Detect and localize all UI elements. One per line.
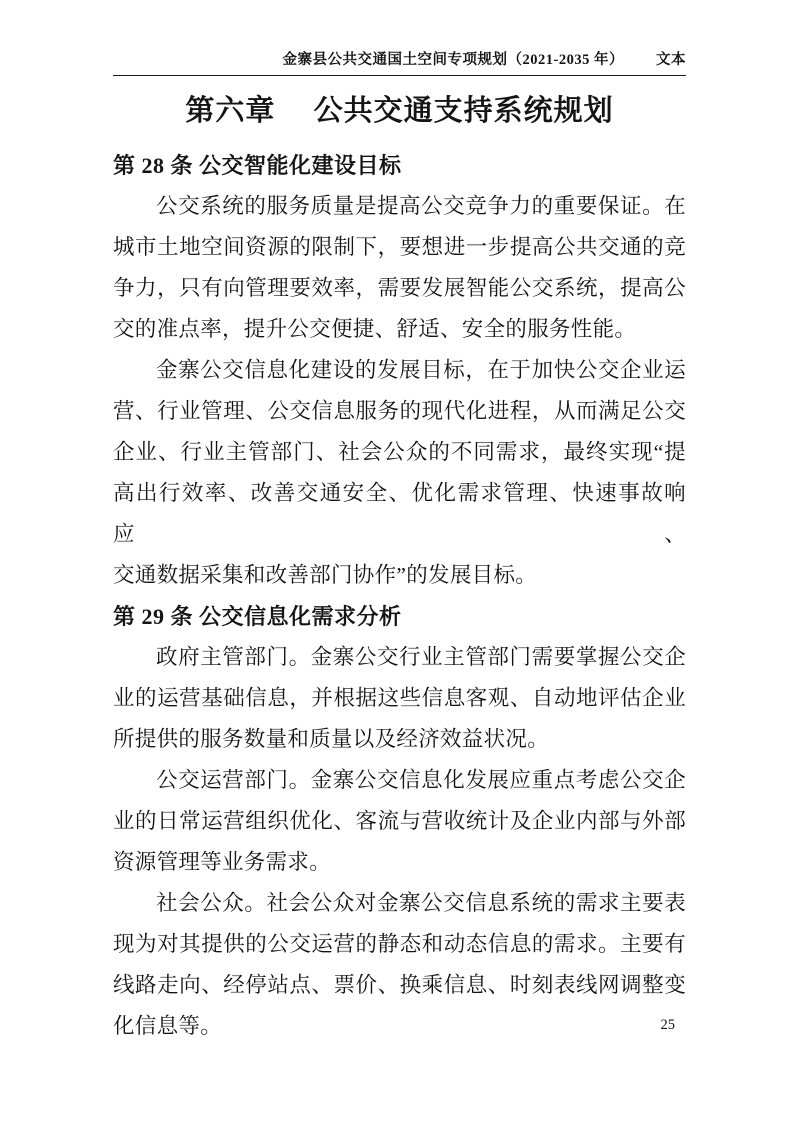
- text-line: 交通数据采集和改善部门协作”的发展目标。: [113, 563, 538, 587]
- text-line: 所提供的服务数量和质量以及经济效益状况。: [113, 727, 550, 751]
- text-line: 业的运营基础信息，并根据这些信息客观、自动地评估企业: [113, 686, 686, 710]
- text-line: 城市土地空间资源的限制下，要想进一步提高公共交通的竞: [113, 235, 686, 259]
- header-title: 金寨县公共交通国土空间专项规划（2021-2035 年）: [282, 52, 624, 68]
- page-number: 25: [660, 1017, 675, 1033]
- text-line: 政府主管部门。金寨公交行业主管部门需要掌握公交企: [156, 645, 686, 669]
- text-line: 营、行业管理、公交信息服务的现代化进程，从而满足公交: [113, 399, 686, 423]
- section-heading: 第 29 条 公交信息化需求分析: [113, 604, 402, 629]
- text-line: 公交系统的服务质量是提高公交竞争力的重要保证。在: [156, 194, 686, 218]
- paragraph: [113, 883, 686, 1047]
- text-line: 业的日常运营组织优化、客流与营收统计及企业内部与外部: [113, 809, 686, 833]
- text-line: 金寨公交信息化建设的发展目标，在于加快公交企业运: [156, 358, 686, 382]
- page-header: [113, 50, 686, 76]
- text-line: 现为对其提供的公交运营的静态和动态信息的需求。主要有: [113, 932, 686, 956]
- document-body: [113, 145, 686, 1047]
- text-line: 公交运营部门。金寨公交信息化发展应重点考虑公交企: [156, 768, 686, 792]
- text-line: 交的准点率，提升公交便捷、舒适、安全的服务性能。: [113, 317, 637, 341]
- text-line: 线路走向、经停站点、票价、换乘信息、时刻表线网调整变: [113, 973, 686, 997]
- header-doc-type: 文本: [656, 52, 686, 68]
- text-line: 化信息等。: [113, 1014, 223, 1038]
- text-line: 企业、行业主管部门、社会公众的不同需求，最终实现“提: [113, 440, 686, 464]
- chapter-title: 第六章 公共交通支持系统规划: [185, 95, 614, 127]
- paragraph: [113, 186, 686, 350]
- paragraph: [113, 760, 686, 883]
- text-line: 高出行效率、改善交通安全、优化需求管理、快速事故响应、: [113, 481, 686, 546]
- section-heading: 第 28 条 公交智能化建设目标: [113, 153, 402, 178]
- paragraph: [113, 637, 686, 760]
- paragraph: [113, 350, 686, 596]
- text-line: 社会公众。社会公众对金寨公交信息系统的需求主要表: [156, 891, 686, 915]
- text-line: 资源管理等业务需求。: [113, 850, 332, 874]
- text-line: 争力，只有向管理要效率，需要发展智能公交系统，提高公: [113, 276, 686, 300]
